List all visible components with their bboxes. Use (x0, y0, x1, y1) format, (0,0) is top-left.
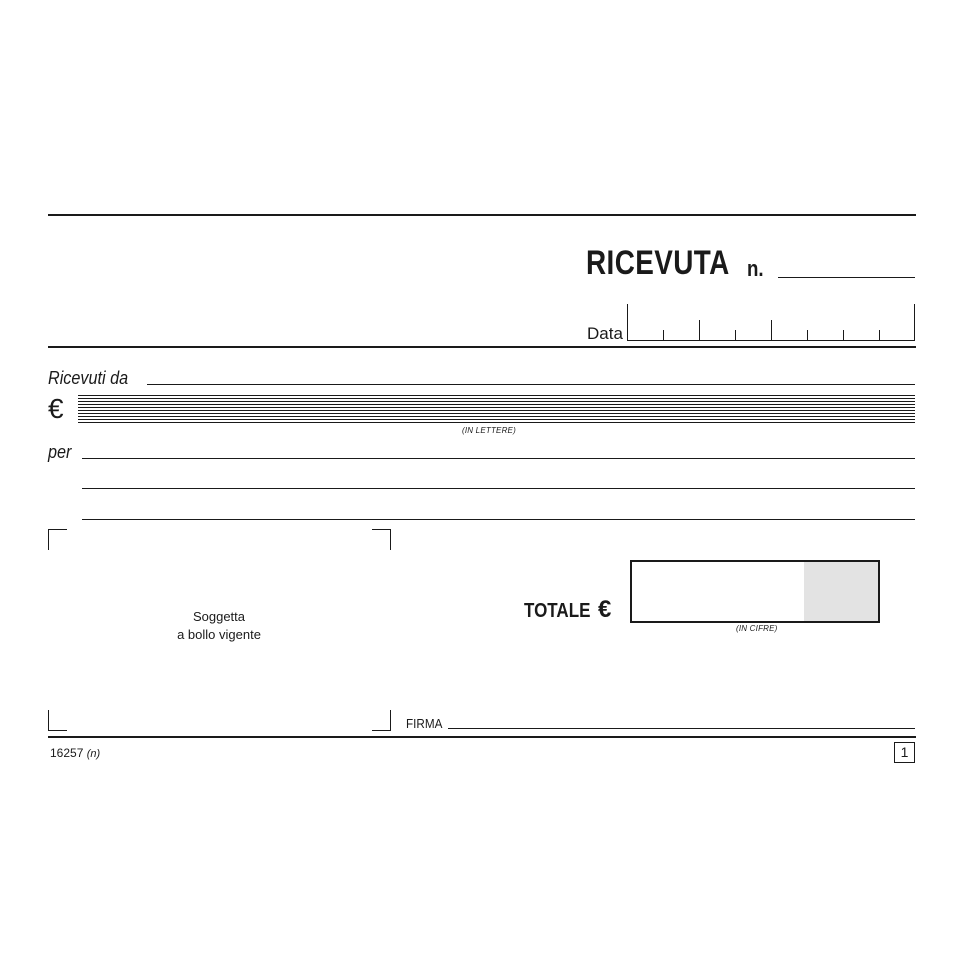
receipt-number-label: n. (747, 256, 764, 281)
stamp-box-corner-bottom-left (48, 710, 67, 731)
received-from-label: Ricevuti da (48, 368, 129, 388)
receipt-title: RICEVUTA (586, 244, 730, 282)
date-separator-tick (699, 320, 700, 340)
date-field-right-edge (914, 304, 915, 341)
purpose-line-1[interactable] (82, 458, 915, 459)
stamp-box-corner-top-left (48, 529, 67, 550)
copy-number-box (894, 742, 915, 763)
date-separator-tick (771, 320, 772, 340)
received-from-field[interactable] (147, 384, 915, 385)
stamp-area[interactable] (48, 608, 390, 644)
date-field[interactable] (627, 304, 915, 341)
date-label: Data (587, 324, 623, 343)
form-code-suffix: (n) (86, 748, 101, 760)
date-tick (879, 330, 880, 340)
date-tick (735, 330, 736, 340)
form-code-number: 16257 (50, 746, 84, 760)
date-field-base (627, 340, 915, 341)
date-tick (663, 330, 664, 340)
in-words-note: (IN LETTERE) (462, 426, 516, 435)
purpose-line-3[interactable] (82, 519, 915, 520)
purpose-label: per (48, 442, 72, 462)
stamp-text-line-1: Soggetta (192, 609, 246, 624)
date-field-left-edge (627, 304, 628, 341)
stamp-text-line-2: a bollo vigente (177, 627, 261, 642)
stamp-box-corner-top-right (372, 529, 391, 550)
bottom-rule (48, 736, 916, 738)
signature-field[interactable] (448, 728, 915, 729)
date-tick (807, 330, 808, 340)
top-rule (48, 214, 916, 216)
copy-number: 1 (900, 744, 909, 760)
signature-label: FIRMA (406, 716, 443, 731)
in-figures-note: (IN CIFRE) (736, 624, 778, 633)
purpose-line-2[interactable] (82, 488, 915, 489)
total-decimal-cell (804, 562, 878, 621)
total-euro-symbol: € (598, 596, 612, 623)
amount-in-words-field[interactable] (78, 395, 915, 423)
receipt-number-field[interactable] (778, 277, 915, 278)
form-code (50, 746, 100, 760)
header-bottom-rule (48, 346, 916, 348)
total-label: TOTALE (524, 600, 591, 622)
stamp-box-corner-bottom-right (372, 710, 391, 731)
euro-symbol: € (48, 393, 64, 424)
date-tick (843, 330, 844, 340)
total-amount-box[interactable] (630, 560, 880, 623)
